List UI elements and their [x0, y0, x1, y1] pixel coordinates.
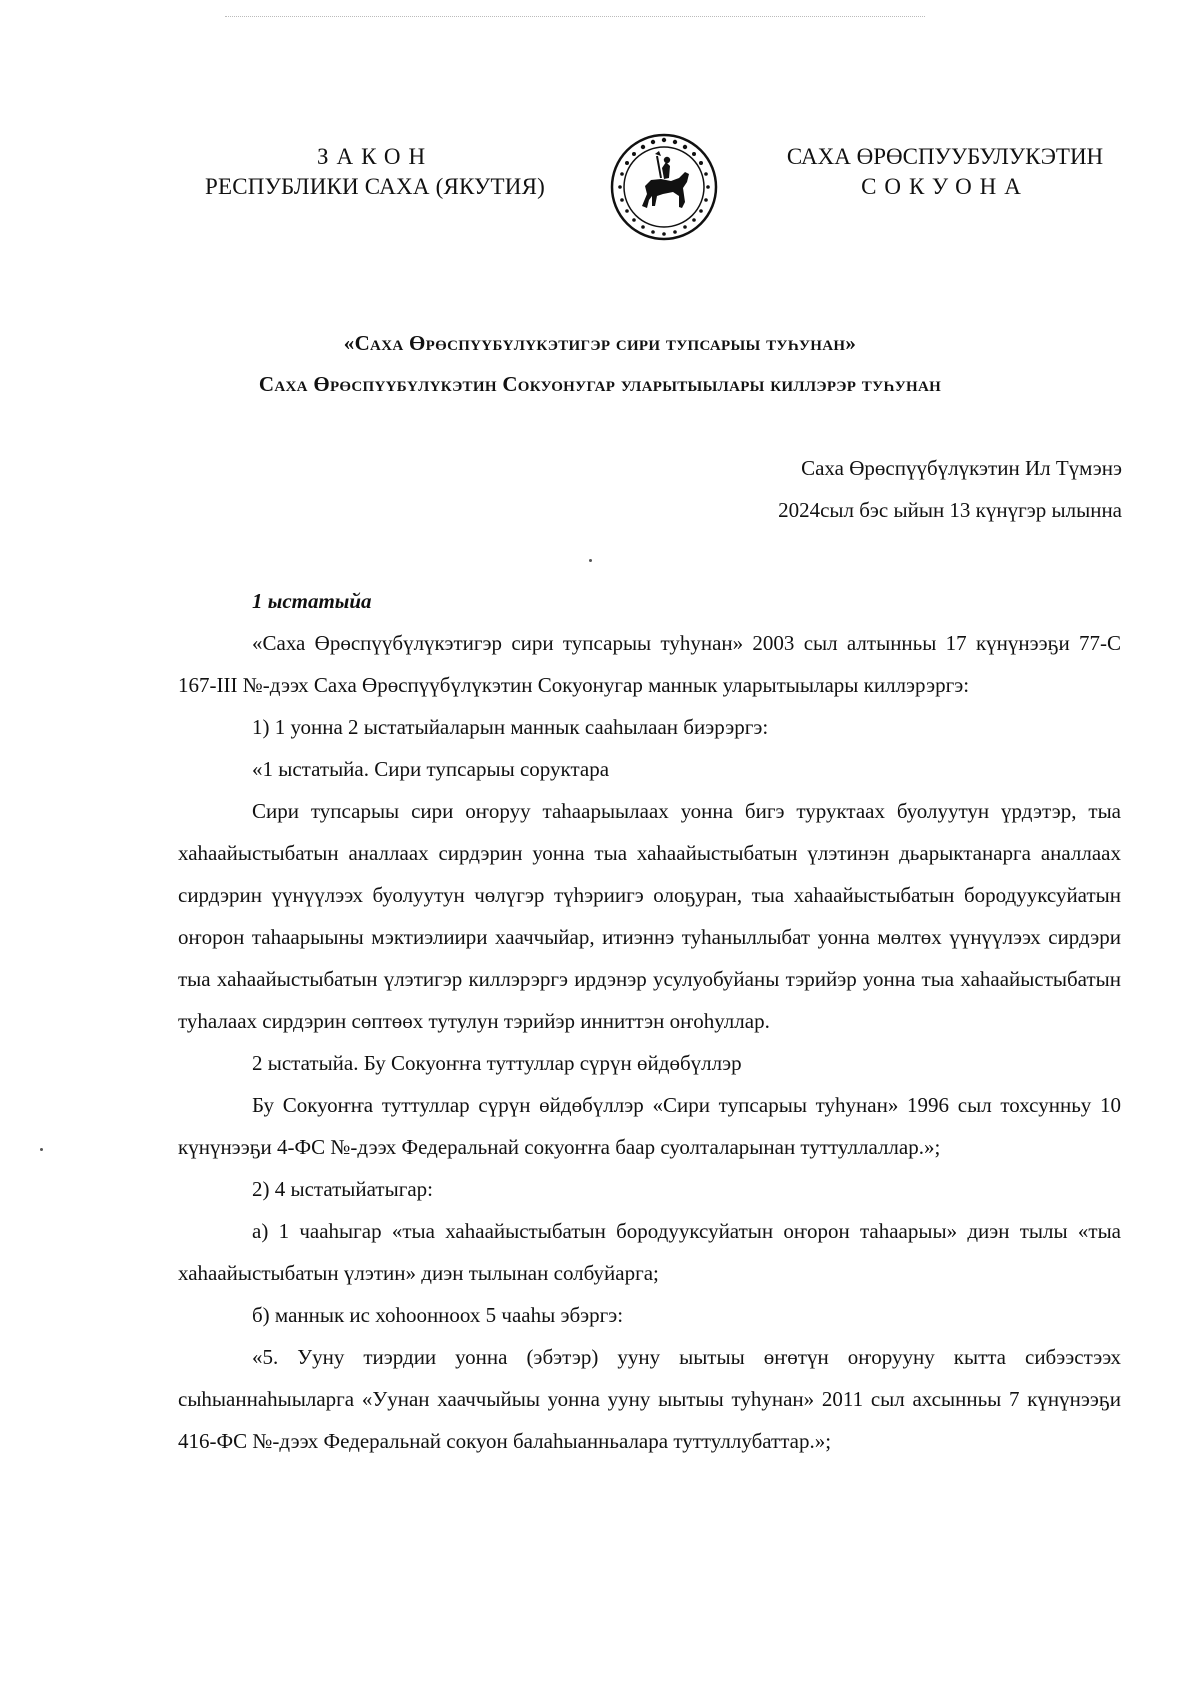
article-heading: 1 ыстатыйа [252, 589, 372, 613]
scan-speck [589, 559, 592, 562]
body-paragraph: а) 1 чааһыгар «тыа хаһаайыстыбатын бородууксуйатын оҥорон таһаарыы» диэн тылы «тыа хаһаайыстыбатын үлэтин» диэн тылынан солбуйарга; [178, 1219, 1121, 1285]
header-left-line1: ЗАКОН [316, 144, 434, 169]
law-title-line2: Саха Өрөспүүбүлүкэтин Сокуонугар уларытыылары киллэрэр туһунан [258, 372, 942, 396]
header-right-line2: СОКУОНА [861, 174, 1029, 199]
header-left-line2: РЕСПУБЛИКИ САХА (ЯКУТИЯ) [204, 174, 546, 199]
header-right [755, 142, 1135, 202]
body-paragraph: 1) 1 уонна 2 ыстатыйаларын маннык сааһылаан биэрэргэ: [252, 715, 769, 739]
body-paragraph: 2) 4 ыстатыйатыгар: [252, 1177, 433, 1201]
body-paragraph: б) маннык ис хоһоонноох 5 чааһы эбэргэ: [252, 1303, 624, 1327]
body-paragraph: «5. Ууну тиэрдии уонна (эбэтэр) ууну ыытыы өҥөтүн оҥорууну кытта сибээстээх сыһыаннаһыыларга «Уунан хааччыйыы уонна ууну ыытыы туһунан» 2011 сыл ахсынньы 7 күнүнээҕи 416-ФС №-дээх Федеральнай сокуон балаһыанньалара туттуллубаттар.»; [178, 1345, 1121, 1453]
adopted-by: Саха Өрөспүүбүлүкэтин Ил Түмэнэ [801, 456, 1122, 480]
adopted-date: 2024сыл бэс ыйын 13 күнүгэр ылынна [778, 498, 1122, 522]
body-paragraph: «Саха Өрөспүүбүлүкэтигэр сири тупсарыы туһунан» 2003 сыл алтынньы 17 күнүнээҕи 77-С 167-III №-дээх Саха Өрөспүүбүлүкэтин Сокуонугар маннык уларытыылары киллэрэргэ: [178, 631, 1121, 697]
scan-artifact-line [225, 16, 925, 18]
header-left [195, 142, 555, 202]
document-body [178, 580, 1121, 1462]
body-paragraph: Бу Сокуоҥҥа туттуллар сүрүн өйдөбүллэр «Сири тупсарыы туһунан» 1996 сыл тохсунньу 10 күнүнээҕи 4-ФС №-дээх Федеральнай сокуоҥҥа баар суолталарынан туттуллаллар.»; [178, 1093, 1121, 1159]
body-paragraph: «1 ыстатыйа. Сири тупсарыы соруктара [252, 757, 610, 781]
body-paragraph: 2 ыстатыйа. Бу Сокуоҥҥа туттуллар сүрүн өйдөбүллэр [252, 1051, 742, 1075]
body-paragraph: Сири тупсарыы сири оҥоруу таһаарыылаах уонна бигэ туруктаах буолуутун үрдэтэр, тыа хаһаайыстыбатын аналлаах сирдэрин уонна тыа хаһаайыстыбатын үлэтинэн дьарыктанарга аналлаах сирдэрин үүнүүлээх буолуутун чөлүгэр түһэриигэ олоҕуран, тыа хаһаайыстыбатын бородууксуйатын оҥорон таһаарыыны мэктиэлиири хааччыйар, итиэннэ туһаныллыбат уонна мөлтөх үүнүүлээх сирдэри тыа хаһаайыстыбатын үлэтигэр киллэрэргэ ирдэнэр усулуобуйаны тэрийэр уонна тыа хаһаайыстыбатын туһалаах сирдэрин сөптөөх тутулун тэрийэр инниттэн оҥоһуллар. [178, 799, 1121, 1033]
scan-speck [40, 1148, 43, 1151]
law-title-line1: «Саха Өрөспүүбүлүкэтигэр сири тупсарыы туһунан» [343, 331, 857, 355]
coat-of-arms-emblem-icon [609, 132, 719, 242]
header-right-line1: САХА ӨРӨСПУУБУЛУКЭТИН [786, 144, 1104, 169]
